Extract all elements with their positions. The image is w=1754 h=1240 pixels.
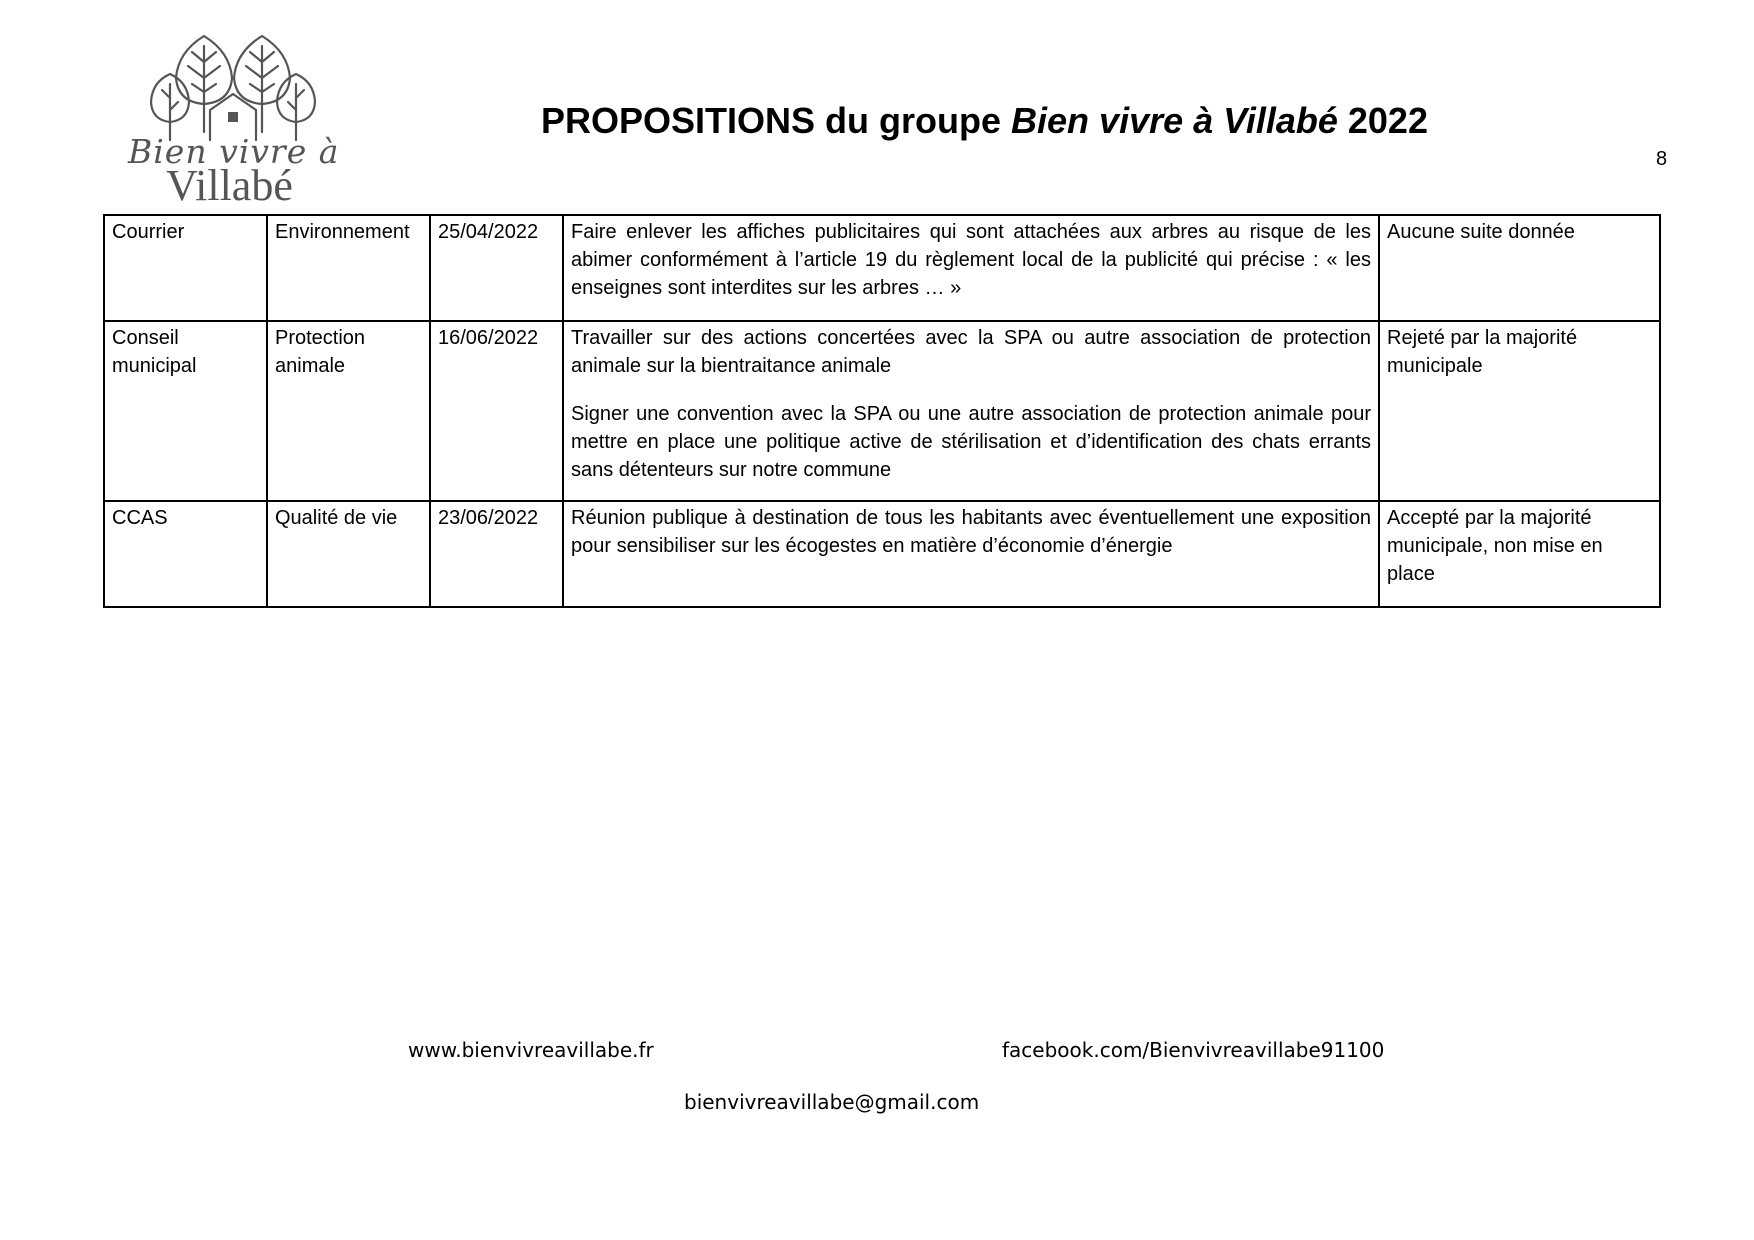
cell-proposal <box>563 501 1379 607</box>
cell-source: Conseil municipal <box>104 321 267 501</box>
cell-theme: Qualité de vie <box>267 501 430 607</box>
cell-date: 23/06/2022 <box>430 501 563 607</box>
title-group-name: Bien vivre à Villabé <box>1011 100 1338 141</box>
table-row <box>104 501 1660 607</box>
cell-date: 16/06/2022 <box>430 321 563 501</box>
cell-source: Courrier <box>104 215 267 321</box>
cell-outcome: Rejeté par la majorité municipale <box>1379 321 1660 501</box>
table-row <box>104 321 1660 501</box>
cell-outcome: Aucune suite donnée <box>1379 215 1660 321</box>
cell-proposal <box>563 215 1379 321</box>
table-row <box>104 215 1660 321</box>
cell-source: CCAS <box>104 501 267 607</box>
proposal-paragraph: Réunion publique à destination de tous les habitants avec éventuellement une exposition pour sensibiliser sur les écogestes en matière d’économie d’énergie <box>571 507 1371 557</box>
cell-proposal <box>563 321 1379 501</box>
footer-website: www.bienvivreavillabe.fr <box>408 1038 654 1062</box>
propositions-table <box>103 214 1661 608</box>
title-year: 2022 <box>1337 100 1428 141</box>
page-number: 8 <box>1656 148 1668 170</box>
proposal-paragraph: Signer une convention avec la SPA ou une autre association de protection animale pour mettre en place une politique active de stérilisation et d’identification des chats errants sans détenteurs sur notre commune <box>571 403 1371 481</box>
footer-email: bienvivreavillabe@gmail.com <box>684 1090 980 1114</box>
cell-date: 25/04/2022 <box>430 215 563 321</box>
tree-house-icon <box>122 32 344 142</box>
logo-text-line1: Bien vivre à <box>128 132 340 171</box>
cell-theme: Environnement <box>267 215 430 321</box>
title-prefix: PROPOSITIONS du groupe <box>541 100 1012 141</box>
cell-theme: Protection animale <box>267 321 430 501</box>
footer-facebook: facebook.com/Bienvivreavillabe91100 <box>1002 1038 1385 1062</box>
logo-text-line2: Villabé <box>166 161 293 210</box>
page-title <box>541 100 1428 142</box>
proposal-paragraph: Travailler sur des actions concertées avec la SPA ou autre association de protection animale sur la bientraitance animale <box>571 327 1371 377</box>
cell-outcome: Accepté par la majorité municipale, non mise en place <box>1379 501 1660 607</box>
proposal-paragraph: Faire enlever les affiches publicitaires qui sont attachées aux arbres au risque de les abimer conformément à l’article 19 du règlement local de la publicité qui précise : « les enseignes sont interdites sur les arbres … » <box>571 221 1371 299</box>
logo <box>122 32 344 208</box>
